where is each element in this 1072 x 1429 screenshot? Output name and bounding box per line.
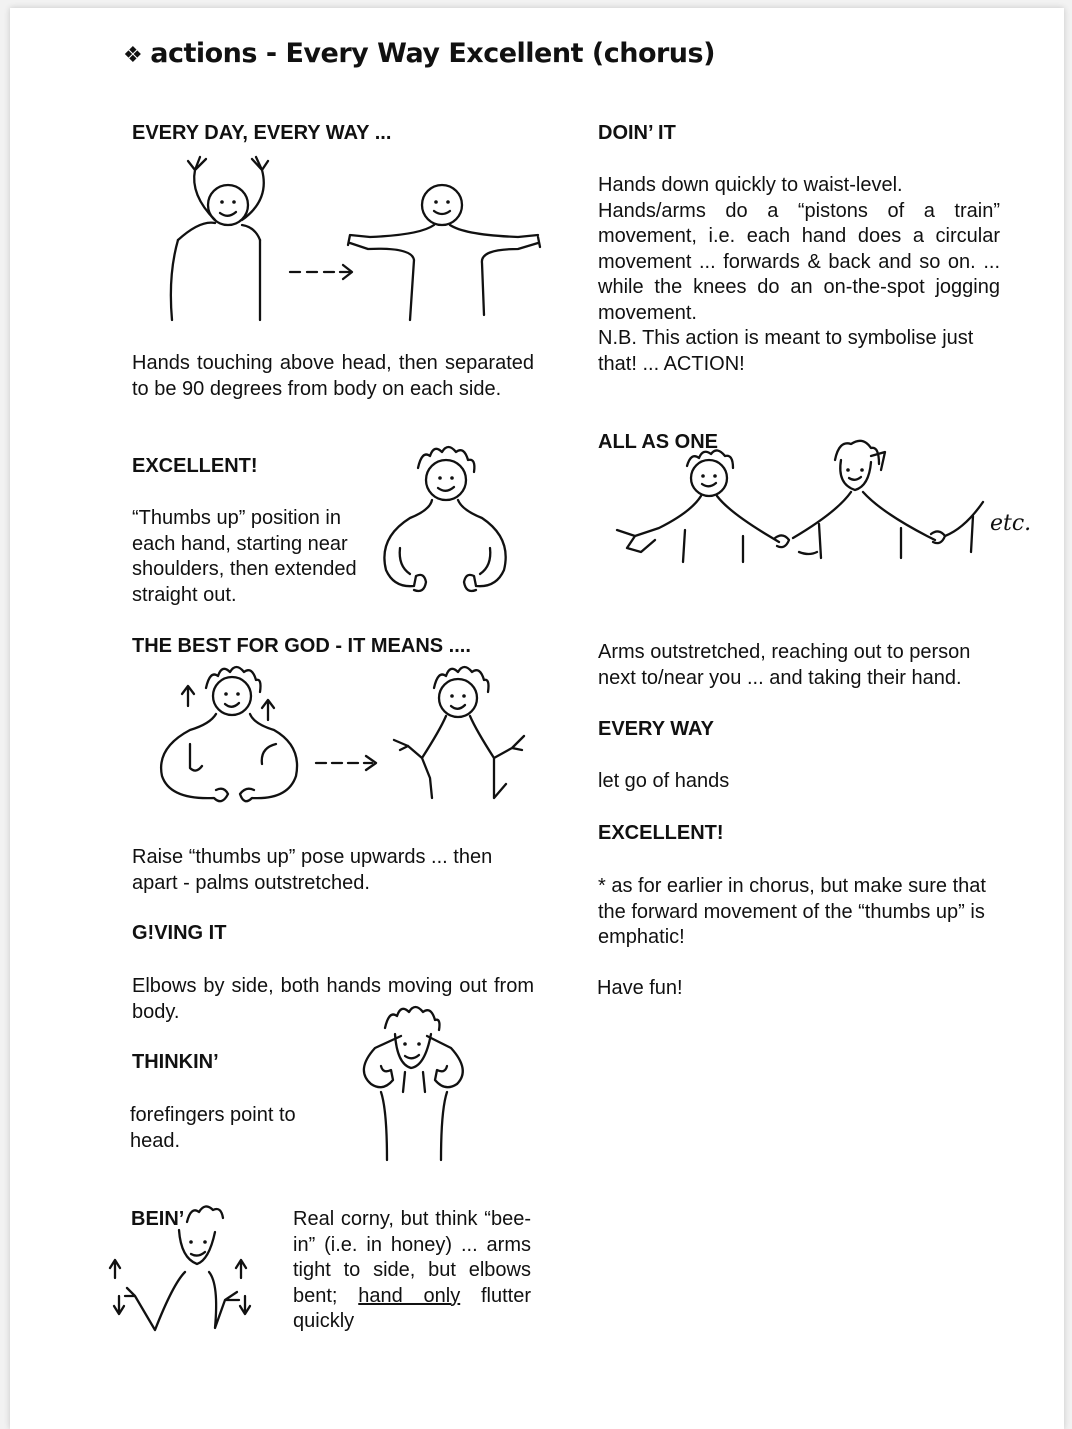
doin-it-line3: N.B. This action is meant to symbolise just that! ... ACTION!	[598, 327, 974, 375]
title-bullet-icon: ❖	[123, 43, 143, 68]
page-title	[123, 38, 715, 69]
every-day-sketch	[150, 145, 550, 325]
have-fun-text: Have fun!	[597, 977, 683, 999]
bein-text	[293, 1207, 531, 1335]
heading-all-as-one: ALL AS ONE	[598, 431, 719, 453]
excellent-2-text: * as for earlier in chorus, but make sure that the forward movement of the “thumbs up” is emphatic!	[598, 875, 986, 948]
all-as-one-sketch	[605, 432, 1035, 572]
every-way-text: let go of hands	[598, 770, 730, 792]
all-as-one-text: Arms outstretched, reaching out to person next to/near you ... and taking their hand.	[598, 641, 971, 689]
svg-text:etc.: etc.	[990, 511, 1032, 536]
thinkin-sketch	[345, 1000, 485, 1165]
bein-text-part2: flutter quickly	[293, 1284, 531, 1332]
doin-it-line1: Hands down quickly to waist-level.	[598, 174, 903, 196]
heading-every-day: EVERY DAY, EVERY WAY ...	[132, 122, 392, 144]
excellent-sketch	[370, 438, 520, 608]
doin-it-text	[598, 173, 1000, 377]
giving-it-text: Elbows by side, both hands moving out from body.	[132, 975, 534, 1023]
title-text: actions - Every Way Excellent (chorus)	[150, 38, 715, 69]
heading-giving-it: G!VING IT	[132, 922, 227, 944]
heading-excellent: EXCELLENT!	[132, 455, 258, 477]
heading-thinkin: THINKIN’	[132, 1051, 219, 1073]
heading-doin-it: DOIN’ IT	[598, 122, 676, 144]
best-for-god-sketch	[150, 658, 550, 808]
doin-it-line2: Hands/arms do a “pistons of a train” movement, i.e. each hand does a circular movement ... forwards & back and so on. ... while the knees do an on-the-spot jogging movement.	[598, 199, 1000, 324]
heading-every-way: EVERY WAY	[598, 718, 714, 740]
heading-best-for-god: THE BEST FOR GOD - IT MEANS ....	[132, 635, 471, 657]
excellent-text: “Thumbs up” position in each hand, starting near shoulders, then extended straight out.	[132, 507, 357, 606]
thinkin-text: forefingers point to head.	[130, 1104, 296, 1152]
bein-sketch	[105, 1200, 265, 1340]
bein-text-part1: Real corny, but think “bee-in” (i.e. in honey) ... arms tight to side, but elbows bent;	[293, 1208, 531, 1307]
best-for-god-text: Raise “thumbs up” pose upwards ... then apart - palms outstretched.	[132, 846, 493, 894]
heading-excellent-2: EXCELLENT!	[598, 822, 724, 844]
every-day-text: Hands touching above head, then separated to be 90 degrees from body on each side.	[132, 352, 534, 400]
bein-text-underlined: hand only	[358, 1284, 461, 1307]
heading-bein: BEIN’	[131, 1208, 185, 1230]
